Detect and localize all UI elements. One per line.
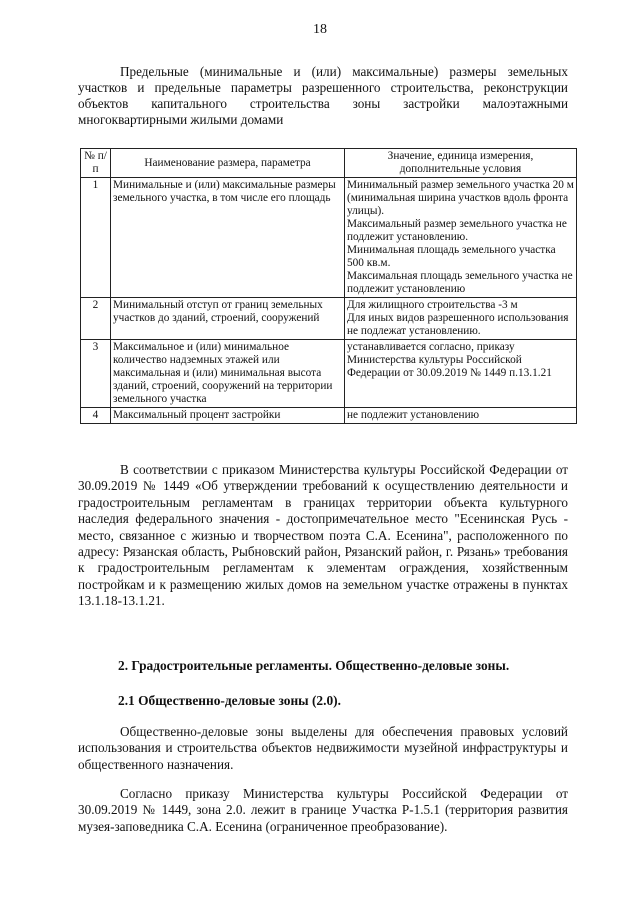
table-row [81,408,577,424]
row-name: Максимальное и (или) минимальное количество надземных этажей или максимальная и (или) минимальная высота зданий, строений, сооружений на территории земельного участка [111,340,345,408]
value-line: Минимальная площадь земельного участка 500 кв.м. [347,244,556,269]
row-value [345,178,577,298]
order-paragraph [78,462,568,610]
value-line: Минимальный размер земельного участка 20 м (минимальная ширина участков вдоль фронта улицы). [347,179,574,217]
zone-2-0-text: Согласно приказу Министерства культуры Российской Федерации от 30.09.2019 № 1449, зона 2.0. лежит в границе Участка Р-1.5.1 (территория развития музея-заповедника С.А. Есенина (ограниченное преобразование). [78,786,568,834]
value-line: не подлежит установлению [347,409,480,421]
table-header-row [81,149,577,178]
header-name: Наименование размера, параметра [111,149,345,178]
header-num: № п/п [81,149,111,178]
row-num: 4 [81,408,111,424]
section-2-heading: 2. Градостроительные регламенты. Общественно-деловые зоны. [118,658,510,673]
zone-2-0-paragraph [78,786,568,835]
order-text: В соответствии с приказом Министерства культуры Российской Федерации от 30.09.2019 № 1449 «Об утверждении требований к осуществлению деятельности и градостроительным регламентам в границах территории объекта культурного наследия федерального значения - достопримечательное место "Есенинская Русь - место, связанное с жизнью и творчеством поэта С.А. Есенина", расположенного по адресу: Рязанская область, Рыбновский район, Рязанский район, г. Рязань» требования к градостроительным регламентам к элементам ограждения, хозяйственным постройкам и к размещению жилых домов на земельном участке отражены в пунктах 13.1.18-13.1.21. [78,462,568,609]
row-num: 3 [81,340,111,408]
page-number: 18 [313,22,327,37]
zones-text: Общественно-деловые зоны выделены для обеспечения правовых условий использования и строительства объектов недвижимости музейной инфраструктуры и общественного назначения. [78,724,568,772]
intro-paragraph [78,64,568,128]
header-value: Значение, единица измерения, дополнительные условия [345,149,577,178]
row-name: Максимальный процент застройки [111,408,345,424]
value-line: Максимальный размер земельного участка не подлежит установлению. [347,218,567,243]
table-row [81,178,577,298]
row-value [345,340,577,408]
row-name: Минимальный отступ от границ земельных участков до зданий, строений, сооружений [111,298,345,340]
row-num: 1 [81,178,111,298]
section-2-1-heading: 2.1 Общественно-деловые зоны (2.0). [118,693,341,708]
parameters-table [80,148,577,424]
table-row [81,298,577,340]
row-num: 2 [81,298,111,340]
zones-paragraph [78,724,568,773]
intro-text: Предельные (минимальные и (или) максимальные) размеры земельных участков и предельные параметры разрешенного строительства, реконструкции объектов капитального строительства зоны застройки малоэтажными многоквартирными жилыми домами [78,64,568,127]
value-line: Для иных видов разрешенного использования не подлежат установлению. [347,312,569,337]
value-line: Для жилищного строительства -3 м [347,299,518,311]
row-value [345,298,577,340]
value-line: устанавливается согласно, приказу Министерства культуры Российской Федерации от 30.09.2019 № 1449 п.13.1.21 [347,341,552,379]
table-row [81,340,577,408]
row-value [345,408,577,424]
row-name: Минимальные и (или) максимальные размеры земельного участка, в том числе его площадь [111,178,345,298]
value-line: Максимальная площадь земельного участка не подлежит установлению [347,270,573,295]
